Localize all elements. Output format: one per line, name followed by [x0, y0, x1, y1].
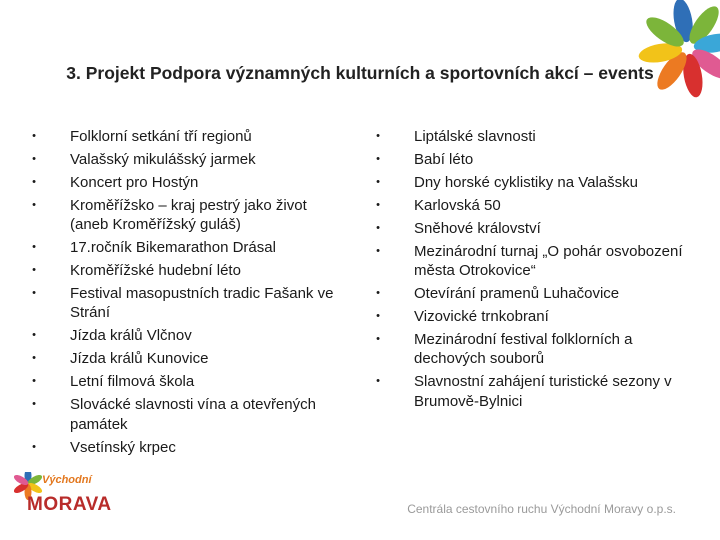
bullet-icon: • — [32, 287, 36, 300]
list-item — [28, 326, 348, 345]
list-item-text: Liptálské slavnosti — [414, 128, 536, 145]
list-item-text: Sněhové království — [414, 220, 541, 237]
list-item-text: Kroměřížsko – kraj pestrý jako život (aneb Kroměřížský guláš) — [70, 197, 307, 234]
bullet-icon: • — [376, 153, 380, 165]
list-item-text: Jízda králů Vlčnov — [70, 327, 192, 345]
bullet-icon: • — [32, 440, 36, 453]
logo-text-line1: Východní — [42, 474, 92, 486]
list-item — [372, 284, 692, 303]
list-item-text: Slavnostní zahájení turistické sezony v Brumově-Bylnici — [414, 373, 672, 410]
list-item — [372, 127, 692, 146]
list-item — [28, 173, 348, 192]
list-item-text: Karlovská 50 — [414, 197, 501, 214]
list-item — [372, 150, 692, 169]
bullet-icon: • — [32, 241, 36, 254]
list-item-text: Otevírání pramenů Luhačovice — [414, 285, 620, 303]
list-item-text: Valašský mikulášský jarmek — [70, 151, 256, 168]
bullet-icon: • — [376, 130, 380, 142]
bullet-icon: • — [376, 176, 380, 188]
list-item — [28, 261, 348, 280]
list-item — [28, 395, 348, 433]
list-item-text: Babí léto — [414, 151, 474, 168]
right-events-list — [372, 127, 692, 415]
bullet-icon: • — [376, 333, 380, 346]
flower-logo-decoration — [610, 0, 720, 110]
list-item-text: Festival masopustních tradic Fašank ve Strání — [70, 285, 334, 322]
list-item — [372, 307, 692, 326]
bullet-icon: • — [32, 176, 36, 188]
left-events-list — [28, 127, 348, 461]
logo-text-line2: MORAVA — [27, 494, 112, 515]
list-item — [28, 238, 348, 257]
bullet-icon: • — [32, 264, 36, 277]
list-item-text: Jízda králů Kunovice — [70, 350, 209, 368]
list-item-text: 17.ročník Bikemarathon Drásal — [70, 239, 276, 257]
list-item-text: Letní filmová škola — [70, 373, 195, 391]
list-item-text: Folklorní setkání tří regionů — [70, 128, 252, 145]
footer-credit: Centrála cestovního ruchu Východní Moravy o.p.s. — [407, 502, 676, 516]
list-item — [28, 372, 348, 391]
list-item — [28, 196, 348, 234]
list-item-text: Dny horské cyklistiky na Valašsku — [414, 174, 638, 191]
list-item-text: Vizovické trnkobraní — [414, 308, 549, 326]
list-item — [28, 349, 348, 368]
bullet-icon: • — [32, 398, 36, 411]
bullet-icon: • — [376, 222, 380, 234]
bullet-icon: • — [32, 130, 36, 142]
list-item-text: Slovácké slavnosti vína a otevřených památek — [70, 396, 316, 433]
bullet-icon: • — [32, 199, 36, 211]
bullet-icon: • — [376, 375, 380, 388]
list-item — [372, 219, 692, 238]
list-item-text: Vsetínský krpec — [70, 438, 176, 456]
list-item — [28, 284, 348, 322]
bullet-icon: • — [376, 199, 380, 211]
slide-title: 3. Projekt Podpora významných kulturních a sportovních akcí – events — [66, 63, 654, 83]
list-item — [372, 242, 692, 280]
list-item-text: Mezinárodní turnaj „O pohár osvobození města Otrokovice“ — [414, 243, 683, 280]
list-item-text: Mezinárodní festival folklorních a dechových souborů — [414, 331, 633, 368]
list-item-text: Kroměřížské hudební léto — [70, 262, 241, 280]
bullet-icon: • — [376, 310, 380, 323]
bullet-icon: • — [32, 375, 36, 388]
list-item — [28, 127, 348, 146]
bullet-icon: • — [376, 287, 380, 300]
list-item — [372, 196, 692, 215]
bullet-icon: • — [376, 245, 380, 257]
bullet-icon: • — [32, 352, 36, 365]
list-item — [28, 438, 348, 457]
list-item-text: Koncert pro Hostýn — [70, 174, 199, 191]
list-item — [372, 372, 692, 410]
bullet-icon: • — [32, 329, 36, 342]
list-item — [372, 330, 692, 368]
bullet-icon: • — [32, 153, 36, 165]
list-item — [372, 173, 692, 192]
list-item — [28, 150, 348, 169]
